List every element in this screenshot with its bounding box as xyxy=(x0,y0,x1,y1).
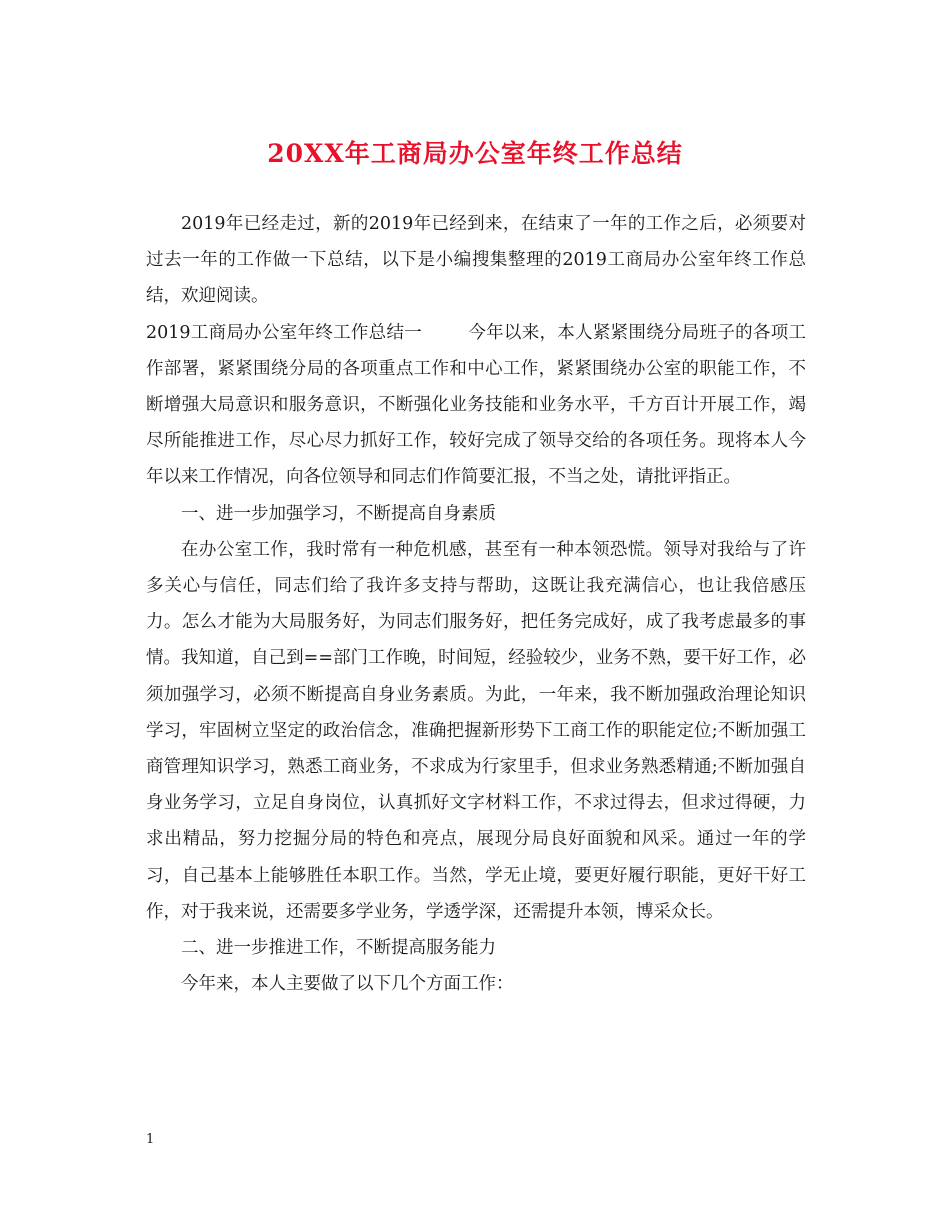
page-title: 20XX年工商局办公室年终工作总结 xyxy=(267,139,683,168)
paragraph-1: 在办公室工作，我时常有一种危机感，甚至有一种本领恐慌。领导对我给与了许多关心与信任，同志们给了我许多支持与帮助，这既让我充满信心，也让我倍感压力。怎么才能为大局服务好，为同志们服务好，把任务完成好，成了我考虑最多的事情。我知道，自己到==部门工作晚，时间短，经验较少，业务不熟，要干好工作，必须加强学习，必须不断提高自身业务素质。为此，一年来，我不断加强政治理论知识学习，牢固树立坚定的政治信念，准确把握新形势下工商工作的职能定位;不断加强工商管理知识学习，熟悉工商业务，不求成为行家里手，但求业务熟悉精通;不断加强自身业务学习，立足自身岗位，认真抓好文字材料工作，不求过得去，但求过得硬，力求出精品，努力挖掘分局的特色和亮点，展现分局良好面貌和风采。通过一年的学习，自己基本上能够胜任本职工作。当然，学无止境，要更好履行职能，更好干好工作，对于我来说，还需要多学业务，学透学深，还需提升本领，博采众长。 xyxy=(146,539,806,922)
document-body xyxy=(146,206,806,1002)
section-title: 2019工商局办公室年终工作总结一 xyxy=(146,322,423,343)
intro-paragraph: 2019年已经走过，新的2019年已经到来，在结束了一年的工作之后，必须要对过去一年的工作做一下总结，以下是小编搜集整理的2019工商局办公室年终工作总结，欢迎阅读。 xyxy=(146,214,806,307)
heading-1: 一、进一步加强学习，不断提高自身素质 xyxy=(181,503,496,524)
paragraph-2: 今年来，本人主要做了以下几个方面工作： xyxy=(181,974,514,995)
heading-2: 二、进一步推进工作，不断提高服务能力 xyxy=(181,938,496,959)
section-paragraph xyxy=(146,315,806,496)
section-text: 今年以来，本人紧紧围绕分局班子的各项工作部署，紧紧围绕分局的各项重点工作和中心工作，紧紧围绕办公室的职能工作，不断增强大局意识和服务意识，不断强化业务技能和业务水平，千方百计开展工作，竭尽所能推进工作，尽心尽力抓好工作，较好完成了领导交给的各项任务。现将本人今年以来工作情况，向各位领导和同志们作简要汇报，不当之处，请批评指正。 xyxy=(146,322,806,488)
page-number: 1 xyxy=(146,1132,155,1147)
